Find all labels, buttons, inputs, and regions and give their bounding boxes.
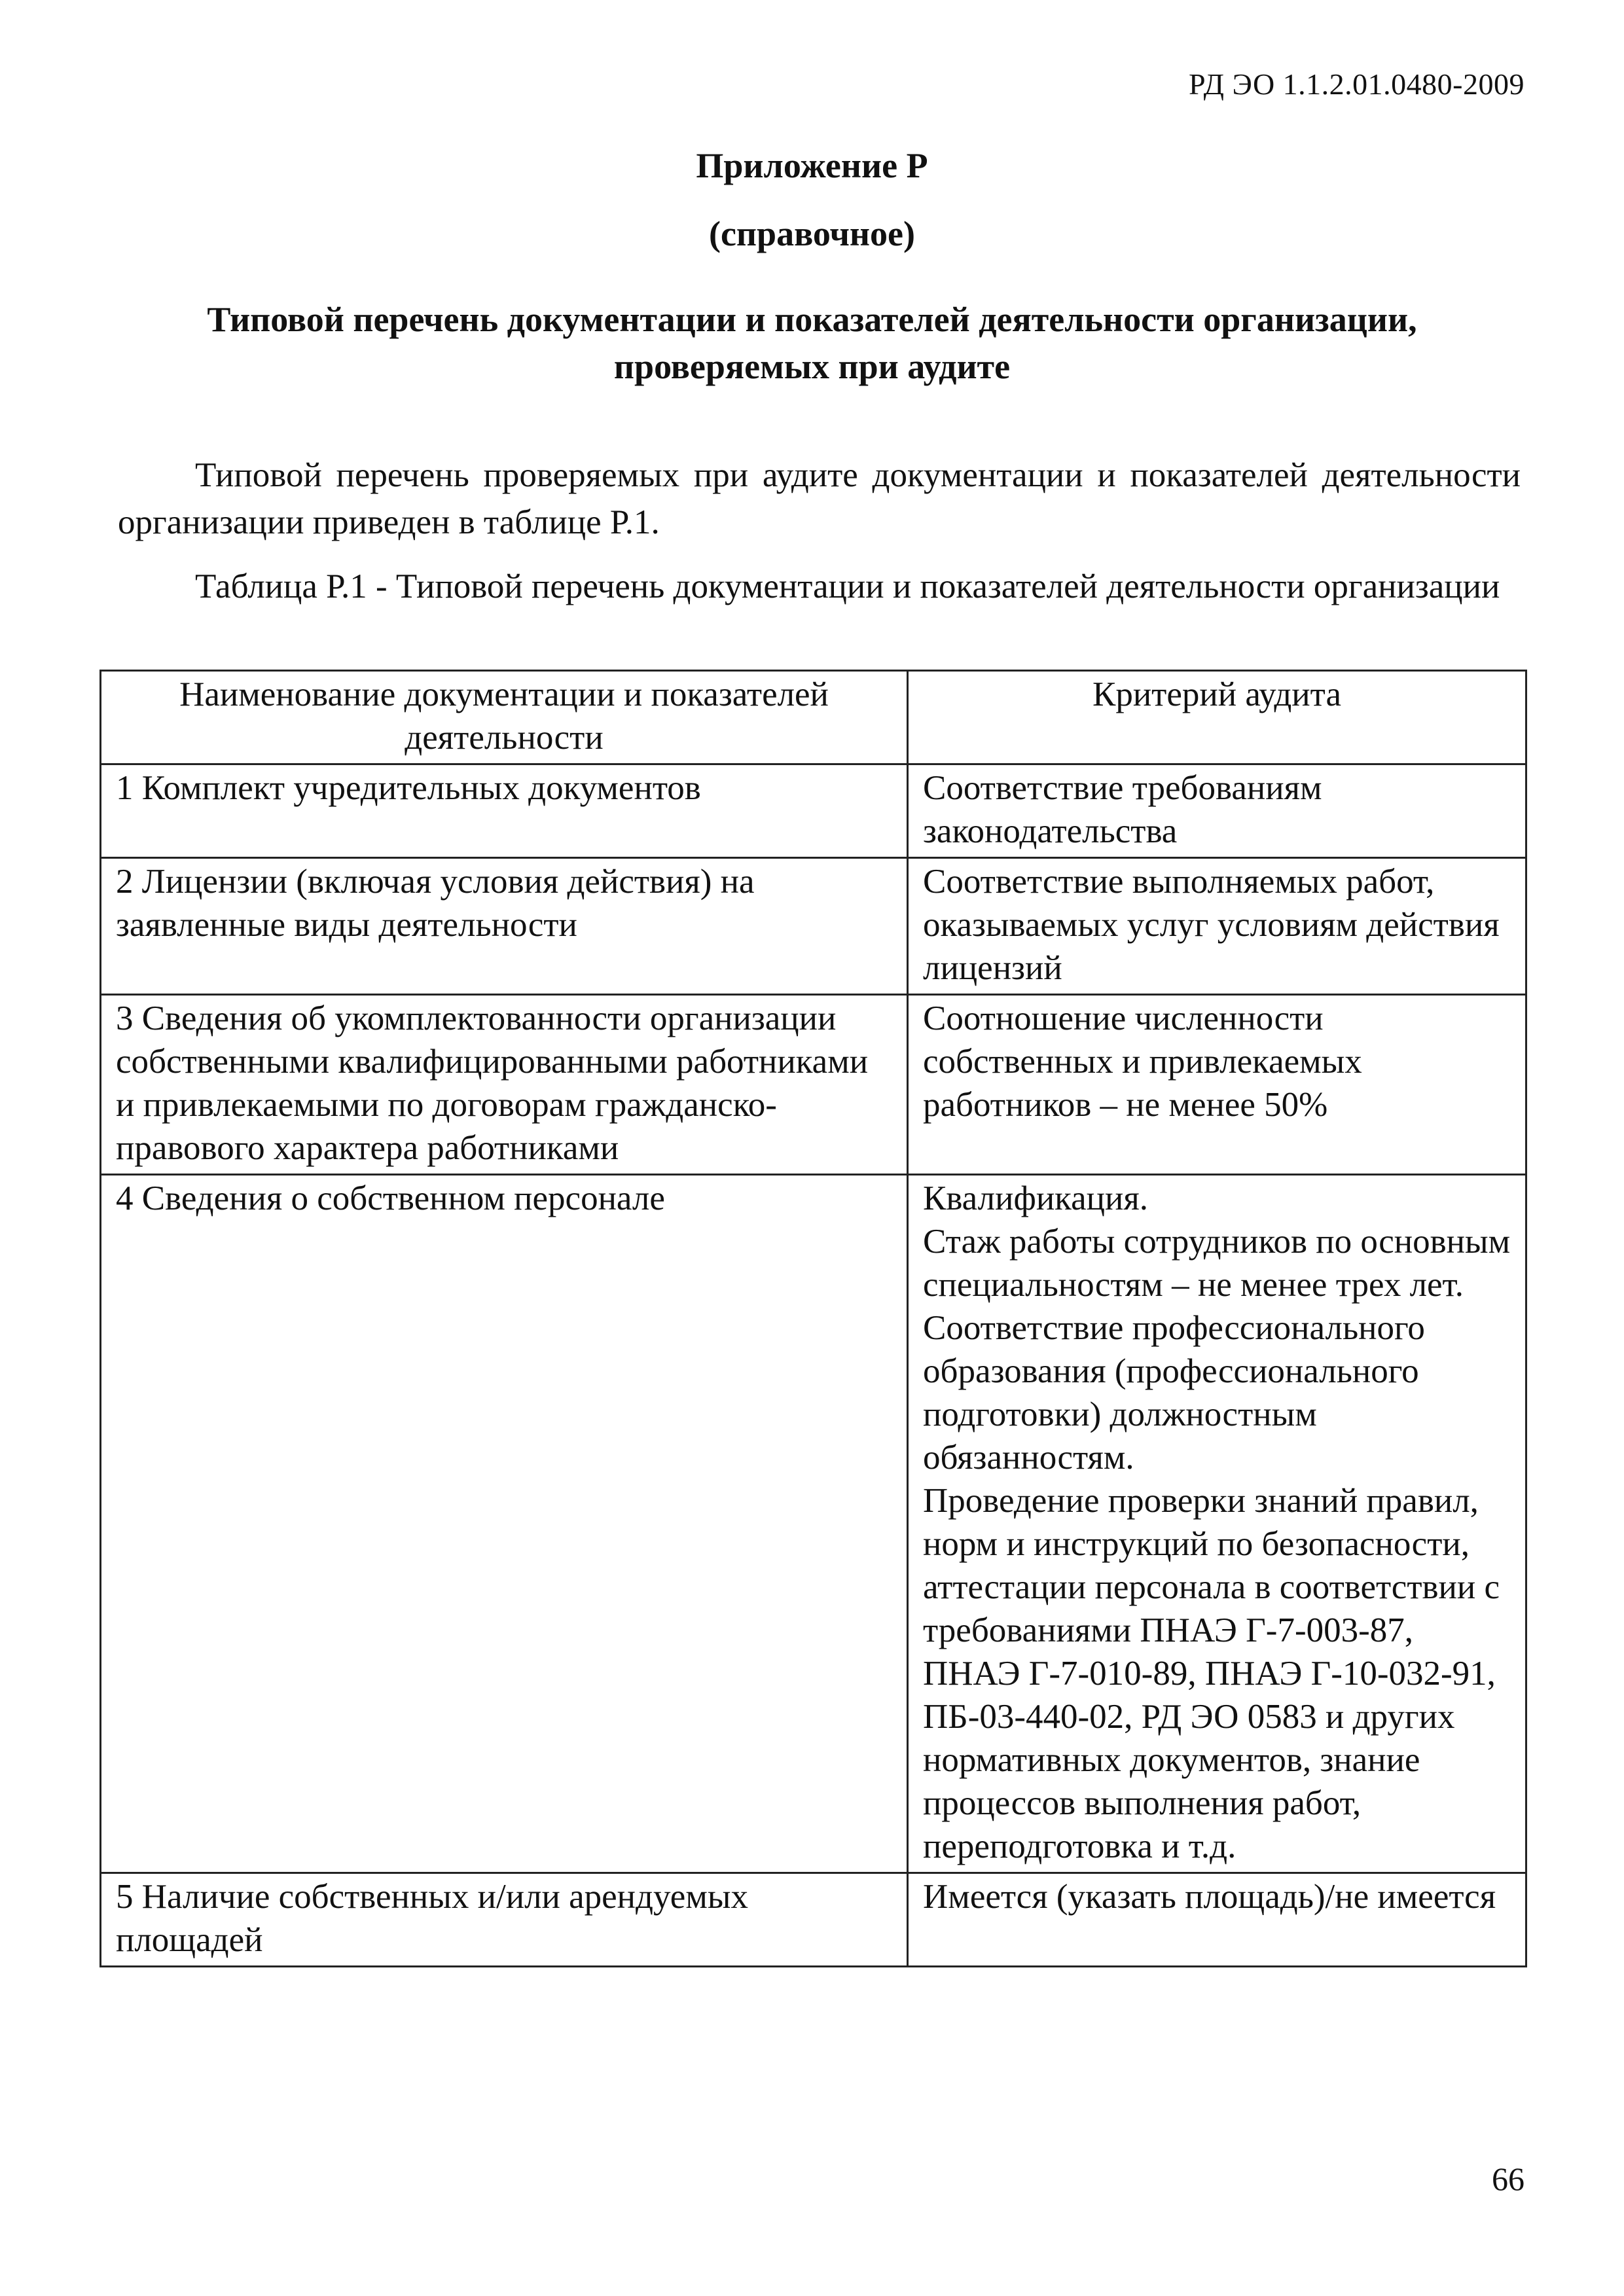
- row-name: 2 Лицензии (включая условия действия) на заявленные виды деятельности: [101, 858, 908, 995]
- table-header-row: [101, 671, 1526, 764]
- criterion-line: Квалификация.: [923, 1179, 1149, 1217]
- audit-table: [99, 670, 1527, 1967]
- appendix-heading: [98, 296, 1526, 390]
- row-name: 5 Наличие собственных и/или арендуемых площадей: [101, 1873, 908, 1967]
- criterion-line: Соответствие выполняемых работ, оказываемых услуг условиям действия лицензий: [923, 863, 1500, 987]
- table-row: [101, 1175, 1526, 1873]
- criterion-line: Соответствие требованиям законодательства: [923, 769, 1322, 850]
- appendix-heading-line-1: Типовой перечень документации и показателей деятельности организации,: [207, 300, 1417, 339]
- page-number: 66: [1492, 2161, 1525, 2197]
- row-criterion: [908, 858, 1526, 995]
- table-row: [101, 1873, 1526, 1967]
- criterion-line: Стаж работы сотрудников по основным специальностям – не менее трех лет.: [923, 1223, 1511, 1304]
- table-row: [101, 764, 1526, 858]
- criterion-line: Соответствие профессионального образования (профессионального подготовки) должностным обязанностям.: [923, 1309, 1425, 1477]
- row-criterion: [908, 764, 1526, 858]
- criterion-line: Проведение проверки знаний правил, норм и инструкций по безопасности, аттестации персонала в соответствии с требованиями ПНАЭ Г-7-003-87, ПНАЭ Г-7-010-89, ПНАЭ Г-10-032-91, ПБ-03-440-02, РД ЭО 0583 и других нормативных документов, знание процессов выполнения работ, переподготовка и т.д.: [923, 1482, 1500, 1865]
- row-name: 4 Сведения о собственном персонале: [101, 1175, 908, 1873]
- criterion-line: Имеется (указать площадь)/не имеется: [923, 1878, 1496, 1916]
- appendix-heading-line-2: проверяемых при аудите: [613, 347, 1011, 386]
- row-criterion: [908, 1873, 1526, 1967]
- intro-paragraph: Типовой перечень проверяемых при аудите документации и показателей деятельности организации приведен в таблице Р.1.: [118, 456, 1521, 541]
- audit-table-container: [99, 670, 1525, 1967]
- row-criterion: [908, 1175, 1526, 1873]
- criterion-line: Соотношение численности собственных и привлекаемых работников – не менее 50%: [923, 999, 1362, 1124]
- column-header-name: Наименование документации и показателей деятельности: [101, 671, 908, 764]
- appendix-title: Приложение Р: [696, 146, 928, 185]
- table-row: [101, 858, 1526, 995]
- appendix-type: (справочное): [708, 214, 915, 253]
- table-caption: Таблица Р.1 - Типовой перечень документации и показателей деятельности организации: [195, 567, 1500, 605]
- row-criterion: [908, 995, 1526, 1175]
- row-name: 3 Сведения об укомплектованности организации собственными квалифицированными работниками и привлекаемыми по договорам гражданско-правового характера работниками: [101, 995, 908, 1175]
- document-code: РД ЭО 1.1.2.01.0480-2009: [1189, 67, 1525, 101]
- row-name: 1 Комплект учредительных документов: [101, 764, 908, 858]
- column-header-criterion: Критерий аудита: [908, 671, 1526, 764]
- table-row: [101, 995, 1526, 1175]
